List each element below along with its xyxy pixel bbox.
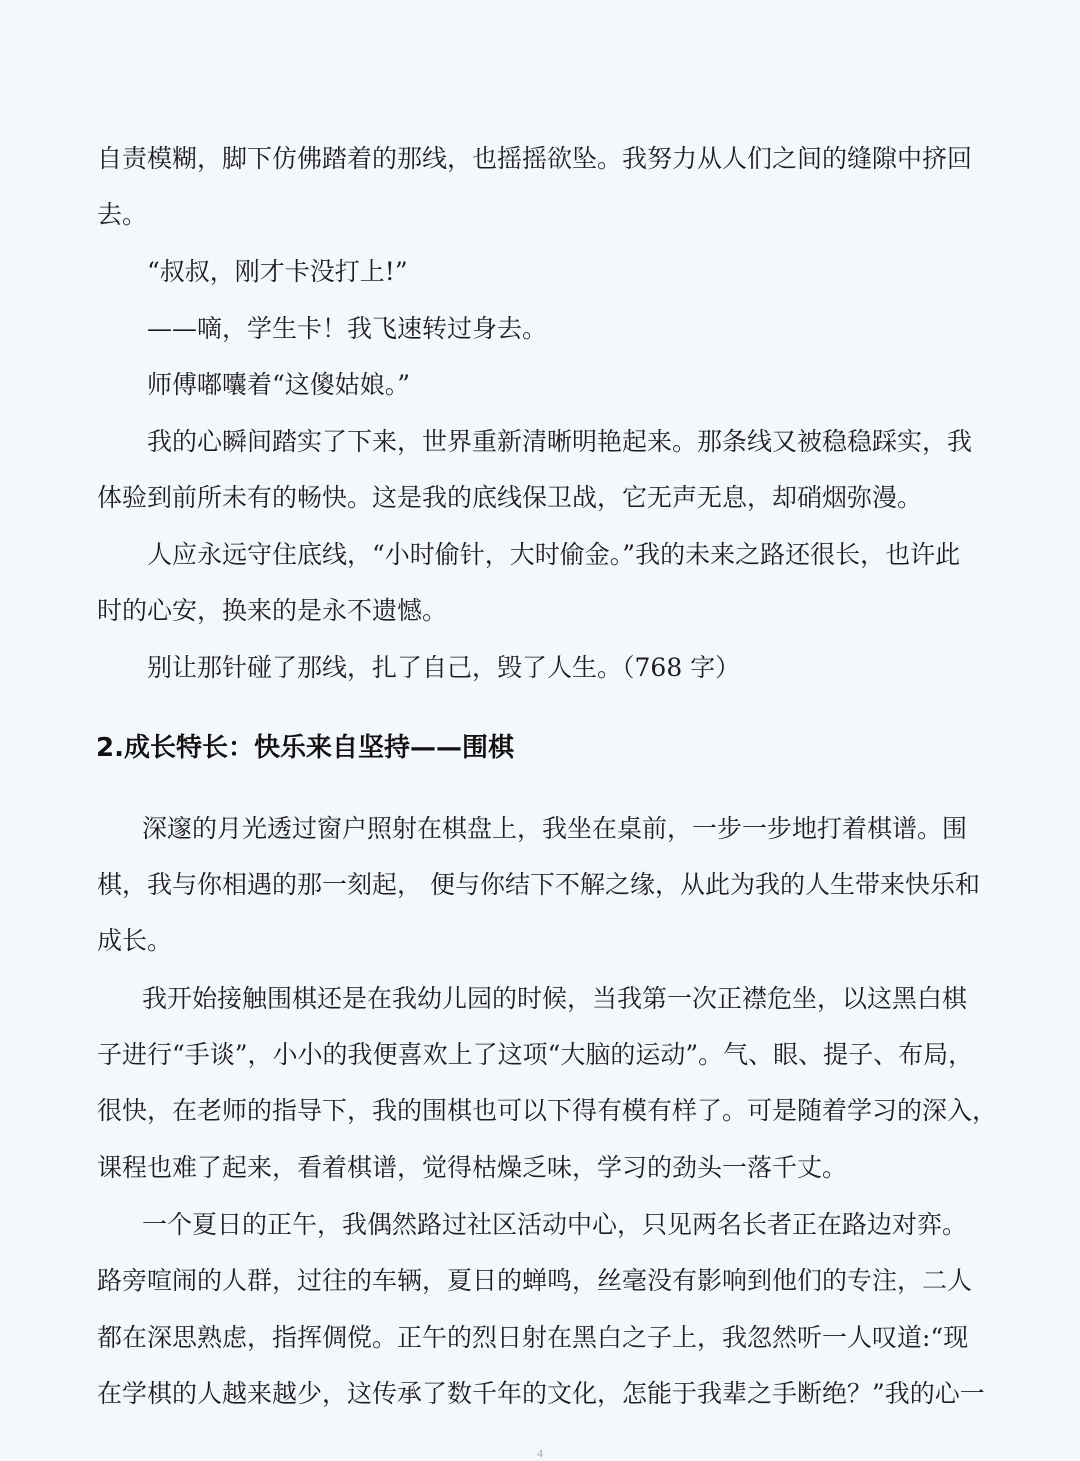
text-line: 我的心瞬间踏实了下来，世界重新清晰明艳起来。那条线又被稳稳踩实，我 <box>147 427 973 456</box>
text-line: 师傅嘟囔着“这傻姑娘。” <box>147 370 411 399</box>
text-line: 别让那针碰了那线，扎了自己，毁了人生。（768 字） <box>147 653 741 682</box>
text-line: 路旁喧闹的人群，过往的车辆，夏日的蝉鸣，丝毫没有影响到他们的专注，二人 <box>97 1266 973 1295</box>
text-line: 棋，我与你相遇的那一刻起， 便与你结下不解之缘，从此为我的人生带来快乐和 <box>97 870 980 899</box>
text-line: 深邃的月光透过窗户照射在棋盘上，我坐在桌前，一步一步地打着棋谱。围 <box>142 814 968 843</box>
text-line: 在学棋的人越来越少，这传承了数千年的文化，怎能于我辈之手断绝？”我的心一 <box>97 1379 985 1408</box>
text-line: 课程也难了起来，看着棋谱，觉得枯燥乏味，学习的劲头一落千丈。 <box>97 1153 848 1182</box>
text-line: 很快，在老师的指导下，我的围棋也可以下得有模有样了。可是随着学习的深入， <box>97 1096 998 1125</box>
text-line: 成长。 <box>97 926 173 955</box>
text-line: 子进行“手谈”，小小的我便喜欢上了这项“大脑的运动”。气、眼、提子、布局， <box>97 1040 974 1069</box>
text-line: 时的心安，换来的是永不遗憾。 <box>97 596 448 625</box>
text-line: ——嘀，学生卡！我飞速转过身去。 <box>147 314 548 343</box>
text-line: 一个夏日的正午，我偶然路过社区活动中心，只见两名长者正在路边对弈。 <box>142 1210 968 1239</box>
text-line: 我开始接触围棋还是在我幼儿园的时候，当我第一次正襟危坐，以这黑白棋 <box>142 984 968 1013</box>
text-line: 去。 <box>97 200 148 229</box>
text-line: 自责模糊，脚下仿佛踏着的那线，也摇摇欲坠。我努力从人们之间的缝隙中挤回 <box>97 144 973 173</box>
text-line: 都在深思熟虑，指挥倜傥。正午的烈日射在黑白之子上，我忽然听一人叹道:“现 <box>97 1323 969 1352</box>
page-number: 4 <box>537 1446 543 1460</box>
section-heading: 2.成长特长：快乐来自坚持——围棋 <box>96 733 514 763</box>
text-line: “叔叔，刚才卡没打上!” <box>147 257 408 286</box>
text-line: 体验到前所未有的畅快。这是我的底线保卫战，它无声无息，却硝烟弥漫。 <box>97 483 923 512</box>
text-line: 人应永远守住底线，“小时偷针，大时偷金。”我的未来之路还很长，也许此 <box>147 540 961 569</box>
